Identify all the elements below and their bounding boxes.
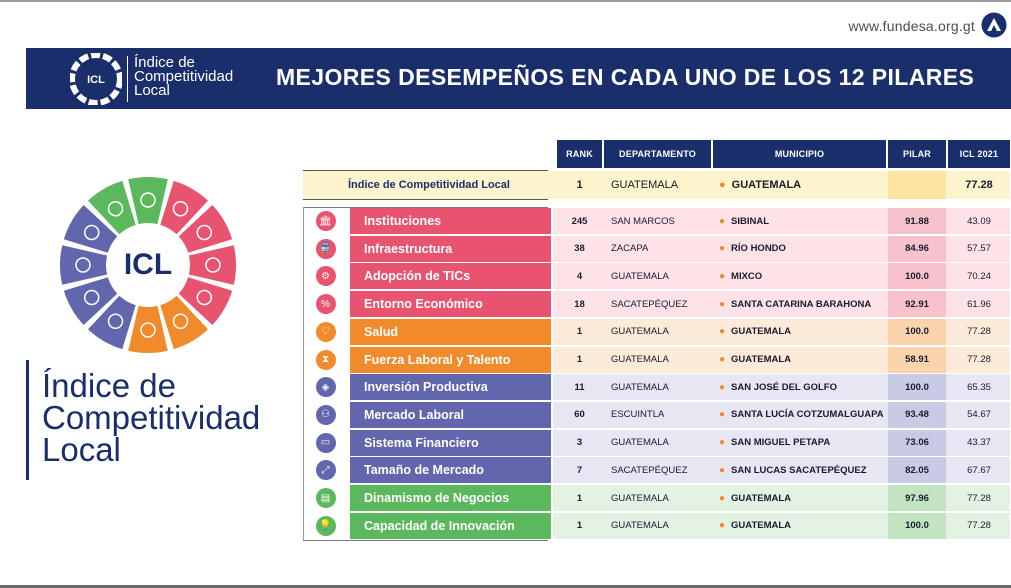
row-icl-value: 67.67 (967, 464, 991, 476)
row-departamento: GUATEMALA (611, 326, 669, 338)
row-municipio-text: SIBINAL (731, 215, 770, 227)
row-pilar-value: 73.06 (905, 437, 929, 449)
pillar-label: Dinamismo de Negocios (350, 485, 551, 511)
row-rank: 1 (576, 326, 583, 338)
pillar-label: Inversión Productiva (350, 374, 551, 400)
row-rank: 11 (574, 381, 585, 393)
row-departamento: GUATEMALA (611, 437, 669, 449)
row-municipio (719, 208, 769, 234)
row-municipio (719, 236, 786, 262)
wheel-logo-text: ICL (123, 248, 173, 281)
bullet-dot: ● (719, 179, 726, 191)
row-departamento: GUATEMALA (611, 381, 669, 393)
icl-summary-municipio-text: GUATEMALA (731, 179, 802, 191)
row-rank: 1 (576, 520, 583, 532)
row-municipio-text: SAN JOSÉ DEL GOLFO (731, 381, 837, 393)
row-rank: 18 (574, 298, 585, 310)
row-icl-value: 57.57 (967, 243, 991, 255)
row-municipio-text: GUATEMALA (731, 326, 792, 338)
pillar-label: Infraestructura (350, 236, 551, 262)
brand-line2: Competitividad (42, 399, 261, 436)
brand-text (42, 367, 261, 468)
row-municipio-text: SAN LUCAS SACATEPÉQUEZ (731, 464, 867, 476)
row-departamento: GUATEMALA (611, 270, 669, 282)
row-departamento: ZACAPA (611, 243, 649, 255)
icl-summary-rank: 1 (576, 179, 583, 191)
row-rank: 3 (576, 437, 583, 449)
row-municipio (719, 347, 791, 373)
bullet-dot: ● (719, 520, 726, 532)
row-icl-value: 65.35 (967, 381, 991, 393)
bullet-dot: ● (719, 354, 726, 365)
table-row (303, 236, 1010, 262)
row-icl-value: 77.28 (967, 492, 991, 504)
brand-line1: Índice de (42, 367, 176, 404)
table-top-rule (303, 207, 548, 208)
icl-summary-departamento: GUATEMALA (611, 179, 679, 191)
row-municipio-text: GUATEMALA (731, 354, 792, 365)
row-icon-cell (303, 264, 348, 288)
icl-header-logo-icon (70, 53, 122, 105)
chart-doc-icon: ▤ (316, 488, 336, 508)
page-title: MEJORES DESEMPEÑOS EN CADA UNO DE LOS 12 PILARES (276, 64, 975, 90)
icl-summary-bottom-rule (303, 199, 548, 200)
row-departamento: GUATEMALA (611, 520, 669, 532)
row-municipio-text: GUATEMALA (731, 520, 792, 532)
bullet-dot: ● (719, 409, 726, 421)
row-municipio-text: RÍO HONDO (731, 243, 786, 255)
site-url[interactable]: www.fundesa.org.gt (848, 18, 975, 34)
pillar-label: Capacidad de Innovación (350, 513, 551, 539)
hourglass-icon: ⧗ (316, 350, 336, 370)
bullet-dot: ● (719, 243, 726, 255)
row-municipio (719, 319, 791, 345)
row-icl-value: 61.96 (967, 298, 991, 310)
bullet-dot: ● (719, 298, 726, 310)
row-pilar-value: 92.91 (905, 298, 929, 310)
fundesa-logo-icon (981, 12, 1007, 38)
row-rank: 4 (576, 270, 583, 282)
table-bottom-rule (303, 540, 548, 541)
row-municipio-text: SANTA CATARINA BARAHONA (731, 298, 872, 310)
row-municipio (719, 430, 830, 456)
row-municipio (719, 457, 867, 483)
column-header-departamento: DEPARTAMENTO (604, 140, 711, 168)
table-row (303, 402, 1010, 428)
row-municipio (719, 291, 871, 317)
icl-summary-label: Índice de Competitividad Local (348, 179, 510, 191)
row-icl-value: 77.28 (967, 326, 991, 338)
row-rank: 60 (574, 409, 585, 421)
header-brand (134, 56, 233, 98)
card-icon: ▭ (316, 433, 336, 453)
bullet-dot: ● (719, 437, 726, 449)
row-municipio (719, 263, 762, 289)
row-icon-cell (303, 292, 348, 316)
lightbulb-icon: 💡 (316, 516, 336, 536)
row-icon-cell (303, 375, 348, 399)
table-row (303, 291, 1010, 317)
row-icon-cell (303, 209, 348, 233)
row-pilar-value: 93.48 (905, 409, 929, 421)
header-bar (26, 48, 1011, 109)
train-icon: 🚆 (316, 239, 336, 259)
row-departamento: SACATEPÉQUEZ (611, 298, 688, 310)
row-pilar-value: 100.0 (905, 326, 929, 338)
row-icon-cell (303, 486, 348, 510)
row-icl-value: 77.28 (967, 520, 991, 532)
table-row (303, 513, 1010, 539)
pillar-label: Entorno Económico (350, 291, 551, 317)
wheel-segment (189, 245, 236, 285)
header-divider (127, 56, 128, 102)
column-header-municipio: MUNICIPIO (713, 140, 886, 168)
table-row (303, 457, 1010, 483)
bullet-dot: ● (719, 215, 726, 227)
header-brand-line3: Local (134, 82, 170, 99)
table-row (303, 430, 1010, 456)
column-header-rank: RANK (557, 140, 602, 168)
bank-icon: 🏛 (316, 211, 336, 231)
wheel-segment (60, 245, 107, 285)
row-pilar-value: 82.05 (905, 464, 929, 476)
row-pilar-value: 100.0 (905, 270, 929, 282)
wheel-segment (128, 177, 168, 224)
table-row (303, 319, 1010, 345)
pillar-label: Fuerza Laboral y Talento (350, 347, 551, 373)
row-rank: 38 (574, 243, 585, 255)
table-row (303, 485, 1010, 511)
bullet-dot: ● (719, 464, 726, 476)
row-municipio (719, 513, 791, 539)
bullet-dot: ● (719, 492, 726, 504)
row-icl-value: 43.09 (967, 215, 991, 227)
pillar-label: Tamaño de Mercado (350, 457, 551, 483)
row-municipio-text: SANTA LUCÍA COTZUMALGUAPA (731, 409, 884, 421)
icl-summary-municipio (719, 171, 801, 199)
row-pilar-value: 84.96 (905, 243, 929, 255)
row-departamento: ESCUINTLA (611, 409, 665, 421)
brand-accent-line (26, 360, 29, 480)
row-icl-value: 70.24 (967, 270, 991, 282)
row-icon-cell (303, 320, 348, 344)
icl-summary-top-rule (303, 170, 548, 171)
pillar-label: Sistema Financiero (350, 430, 551, 456)
pillar-label: Adopción de TICs (350, 263, 551, 289)
icl-summary-pilar-cell (888, 171, 946, 199)
wheel-segment (128, 306, 168, 353)
percent-icon: % (316, 294, 336, 314)
row-municipio-text: GUATEMALA (731, 492, 792, 504)
row-icon-cell (303, 237, 348, 261)
row-icon-cell (303, 431, 348, 455)
row-rank: 1 (576, 492, 583, 504)
table-row (303, 263, 1010, 289)
column-header-icl: ICL 2021 (948, 140, 1010, 168)
row-rank: 245 (571, 215, 588, 227)
header-brand-line1: Índice de (134, 54, 195, 71)
icl-summary-value: 77.28 (965, 179, 993, 191)
people-icon: ⚇ (316, 405, 336, 425)
row-departamento: GUATEMALA (611, 354, 669, 365)
row-icon-cell (303, 458, 348, 482)
pillar-label: Salud (350, 319, 551, 345)
row-icon-cell (303, 514, 348, 538)
expand-icon: ⤢ (316, 460, 336, 480)
row-rank: 1 (576, 354, 583, 365)
row-icon-cell (303, 403, 348, 427)
row-departamento: SAN MARCOS (611, 215, 675, 227)
table-row (303, 208, 1010, 234)
row-municipio-text: MIXCO (731, 270, 763, 282)
row-municipio (719, 485, 791, 511)
table-row (303, 374, 1010, 400)
row-pilar-value: 97.96 (905, 492, 929, 504)
row-icl-value: 77.28 (967, 354, 991, 365)
header-brand-line2: Competitividad (134, 68, 234, 85)
row-municipio-text: SAN MIGUEL PETAPA (731, 437, 831, 449)
table-left-rule (303, 207, 304, 540)
row-pilar-value: 100.0 (905, 520, 929, 532)
bullet-dot: ● (719, 381, 726, 393)
chip-icon: ⚙ (316, 266, 336, 286)
header-logo-text: ICL (87, 74, 105, 86)
row-municipio (719, 374, 837, 400)
row-rank: 7 (576, 464, 583, 476)
icl-wheel-logo (53, 170, 243, 360)
tag-icon: ◈ (316, 377, 336, 397)
row-icon-cell (303, 348, 348, 372)
row-icl-value: 54.67 (967, 409, 991, 421)
bullet-dot: ● (719, 270, 726, 282)
table-row (303, 347, 1010, 373)
row-departamento: SACATEPÉQUEZ (611, 464, 688, 476)
bullet-dot: ● (719, 326, 726, 338)
row-pilar-value: 91.88 (905, 215, 929, 227)
heart-icon: ♡ (316, 322, 336, 342)
pillar-label: Instituciones (350, 208, 551, 234)
row-pilar-value: 100.0 (905, 381, 929, 393)
top-divider (0, 0, 1011, 2)
row-icl-value: 43.37 (967, 437, 991, 449)
pillar-label: Mercado Laboral (350, 402, 551, 428)
row-departamento: GUATEMALA (611, 492, 669, 504)
row-pilar-value: 58.91 (905, 354, 929, 365)
column-header-pilar: PILAR (888, 140, 946, 168)
brand-line3: Local (42, 431, 121, 468)
row-municipio (719, 402, 884, 428)
